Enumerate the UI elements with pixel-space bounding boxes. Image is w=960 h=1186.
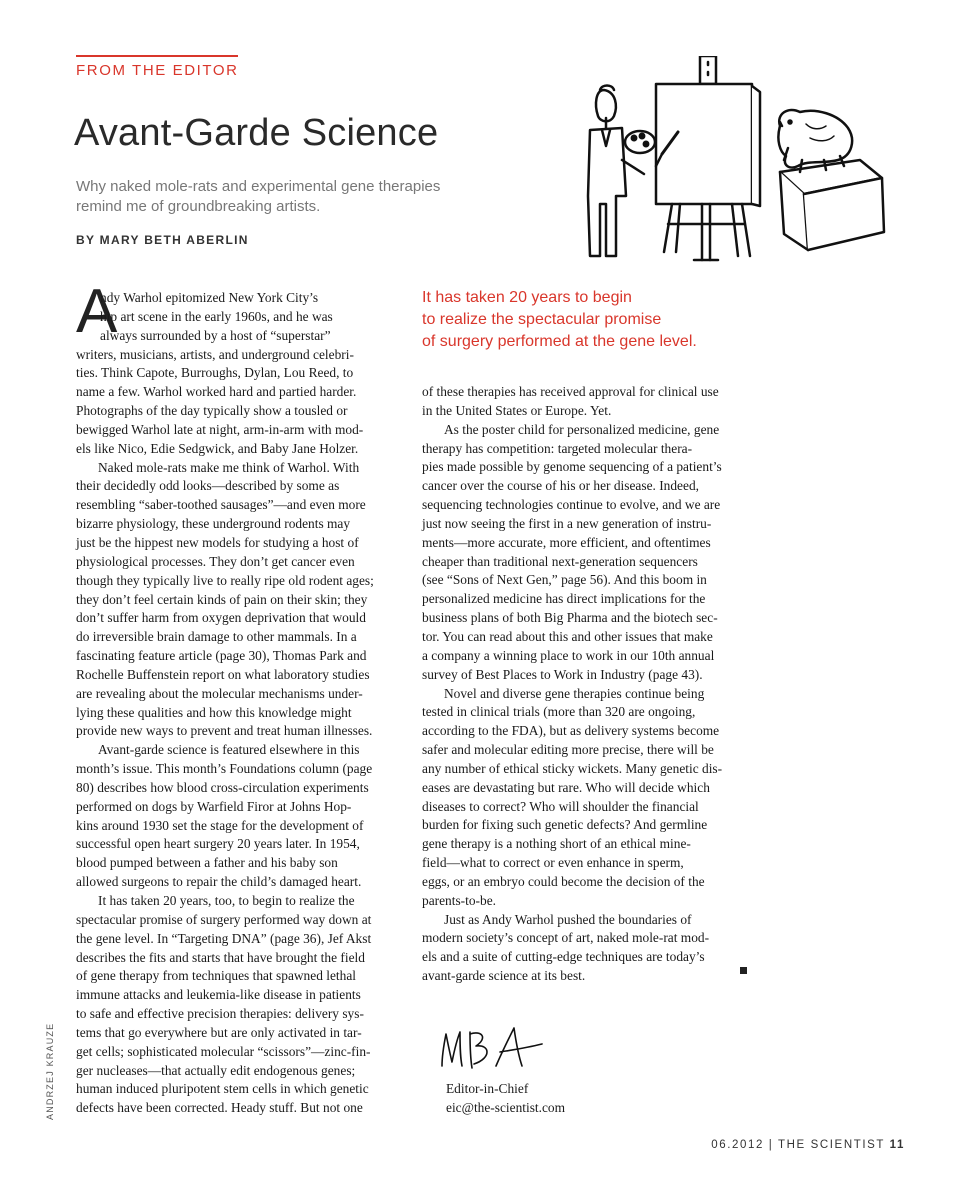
body-line: performed on dogs by Warfield Firor at Johns Hop- (76, 798, 352, 814)
body-line: hip art scene in the early 1960s, and he was (100, 308, 333, 324)
body-line: eggs, or an embryo could become the decision of the (422, 873, 705, 889)
body-line: allowed surgeons to repair the child’s damaged heart. (76, 874, 362, 890)
body-line: according to the FDA), but as delivery systems become (422, 723, 720, 739)
folio-separator: | (768, 1139, 774, 1151)
byline: BY MARY BETH ABERLIN (76, 233, 249, 247)
body-line: don’t suffer harm from oxygen deprivation that would (76, 610, 366, 626)
body-line: resembling “saber-toothed sausages”—and even more (76, 497, 366, 513)
pull-quote-line: It has taken 20 years to begin (422, 289, 632, 306)
drop-cap: A (76, 277, 118, 346)
body-line: defects have been corrected. Heady stuff. But not one (76, 1100, 363, 1116)
article-dek: Why naked mole-rats and experimental gene therapies remind me of groundbreaking artists. (76, 178, 441, 215)
body-line: any number of ethical sticky wickets. Many genetic dis- (422, 760, 723, 776)
body-line: their decidedly odd looks—described by some as (76, 478, 340, 494)
body-line: tems that go everywhere but are only activated in tar- (76, 1024, 362, 1040)
body-line: though they typically live to really ripe old rodent ages; (76, 572, 374, 588)
body-line: spectacular promise of surgery performed way down at (76, 911, 372, 927)
body-line: bizarre physiology, these underground rodents may (76, 516, 351, 532)
body-line: fascinating feature article (page 30), Thomas Park and (76, 648, 367, 664)
body-line: Avant-garde science is featured elsewhere in this (98, 742, 360, 758)
body-line: do irreversible brain damage to other mammals. In a (76, 629, 357, 645)
body-line: gene therapy is a nothing short of an ethical mine- (422, 836, 691, 852)
body-line: always surrounded by a host of “superstar” (100, 327, 331, 343)
body-line: cheaper than traditional next-generation sequencers (422, 553, 698, 569)
signature-email: eic@the-scientist.com (446, 1100, 566, 1115)
body-line: tor. You can read about this and other issues that make (422, 628, 713, 644)
body-line: kins around 1930 set the stage for the development of (76, 817, 364, 833)
body-line: tested in clinical trials (more than 320 are ongoing, (422, 704, 696, 720)
pull-quote (422, 287, 697, 353)
body-line: eases are devastating but rare. Who will decide which (422, 779, 710, 795)
body-line: ties. Think Capote, Burroughs, Dylan, Lou Reed, to (76, 365, 354, 381)
body-line: blood pumped between a father and his baby son (76, 855, 338, 871)
body-line: therapy has competition: targeted molecular thera- (422, 440, 693, 456)
body-line: Novel and diverse gene therapies continue being (444, 685, 705, 701)
body-line: 80) describes how blood cross-circulation experiments (76, 779, 369, 795)
body-line: describes the fits and starts that have brought the field (76, 949, 365, 965)
end-of-article-mark (740, 967, 747, 974)
section-rule (76, 55, 238, 57)
body-line: to safe and effective precision therapies: delivery sys- (76, 1006, 364, 1022)
body-line: they don’t feel certain kinds of pain on their skin; they (76, 591, 368, 607)
body-line: personalized medicine has direct implications for the (422, 591, 706, 607)
signature-title: Editor-in-Chief (446, 1081, 529, 1096)
body-line: As the poster child for personalized medicine, gene (444, 421, 720, 437)
body-line: are revealing about the molecular mechanisms under- (76, 685, 363, 701)
body-line: ndy Warhol epitomized New York City’s (100, 290, 319, 305)
body-line: diseases to correct? Who will shoulder the financial (422, 798, 699, 814)
pull-quote-line: to realize the spectacular promise (422, 311, 662, 328)
body-line: (see “Sons of Next Gen,” page 56). And this boom in (422, 572, 707, 588)
body-line: successful open heart surgery 20 years later. In 1954, (76, 836, 360, 852)
folio (711, 1139, 905, 1151)
body-line: cancer over the course of his or her disease. Indeed, (422, 478, 699, 494)
body-line: physiological processes. They don’t get cancer even (76, 553, 355, 569)
body-line: ger nucleases—that actually edit endogenous genes; (76, 1062, 356, 1078)
article-title: Avant-Garde Science (74, 112, 439, 154)
body-line: name a few. Warhol worked hard and partied harder. (76, 384, 357, 400)
body-line: month’s issue. This month’s Foundations column (page (76, 761, 373, 777)
body-line: modern society’s concept of art, naked mole-rat mod- (422, 930, 710, 946)
body-line: bewigged Warhol late at night, arm-in-arm with mod- (76, 421, 364, 437)
body-line: pies made possible by genome sequencing of a patient’s (422, 459, 722, 475)
body-line: els and a suite of cutting-edge techniques are today’s (422, 949, 705, 965)
body-line: of gene therapy from techniques that spawned lethal (76, 968, 356, 984)
folio-date: 06.2012 (711, 1139, 764, 1151)
body-line: Photographs of the day typically show a tousled or (76, 403, 348, 419)
body-line: business plans of both Big Pharma and the biotech sec- (422, 610, 718, 626)
body-line: just be the hippest new models for studying a host of (76, 534, 359, 550)
body-line: burden for fixing such genetic defects? And germline (422, 817, 708, 833)
body-line: field—what to correct or even enhance in sperm, (422, 855, 684, 871)
body-line: immune attacks and leukemia-like disease in patients (76, 987, 361, 1003)
body-line: human induced pluripotent stem cells in which genetic (76, 1081, 369, 1097)
body-line: els like Nico, Edie Sedgwick, and Baby Jane Holzer. (76, 440, 359, 456)
body-line: in the United States or Europe. Yet. (422, 402, 612, 418)
signature-initials-icon (436, 1022, 546, 1072)
illustration-credit: ANDRZEJ KRAUZE (45, 1022, 55, 1120)
body-line: survey of Best Places to Work in Industry (page 43). (422, 666, 703, 682)
folio-publication: THE SCIENTIST (777, 1139, 885, 1151)
body-line: Naked mole-rats make me think of Warhol. With (98, 459, 360, 475)
body-line: parents-to-be. (422, 892, 496, 908)
folio-page-number: 11 (889, 1139, 905, 1151)
artist-painting-mole-rat-sculpture-icon (576, 56, 926, 264)
body-line: lying these qualities and how this knowledge might (76, 704, 352, 720)
body-line: get cells; sophisticated molecular “scissors”—zinc-fin- (76, 1043, 371, 1059)
body-line: Rochelle Buffenstein report on what laboratory studies (76, 666, 370, 682)
body-column-right (422, 383, 758, 986)
body-line: safer and molecular editing more precise, there will be (422, 742, 714, 758)
body-line: ments—more accurate, more efficient, and oftentimes (422, 534, 711, 550)
body-column-left (76, 289, 406, 1118)
body-line: provide new ways to prevent and treat human illnesses. (76, 723, 373, 739)
body-line: just now seeing the first in a new generation of instru- (422, 515, 712, 531)
body-line: of these therapies has received approval for clinical use (422, 384, 719, 399)
body-line: sequencing technologies continue to evolve, and we are (422, 497, 721, 513)
section-label: FROM THE EDITOR (76, 62, 239, 79)
body-line: a company a winning place to work in our 10th annual (422, 647, 715, 663)
body-line: the gene level. In “Targeting DNA” (page 36), Jef Akst (76, 930, 372, 946)
pull-quote-line: of surgery performed at the gene level. (422, 333, 697, 350)
body-line: Just as Andy Warhol pushed the boundaries of (444, 911, 692, 927)
body-line: avant-garde science at its best. (422, 968, 586, 984)
body-line: writers, musicians, artists, and underground celebri- (76, 346, 354, 362)
body-line: It has taken 20 years, too, to begin to realize the (98, 893, 355, 908)
